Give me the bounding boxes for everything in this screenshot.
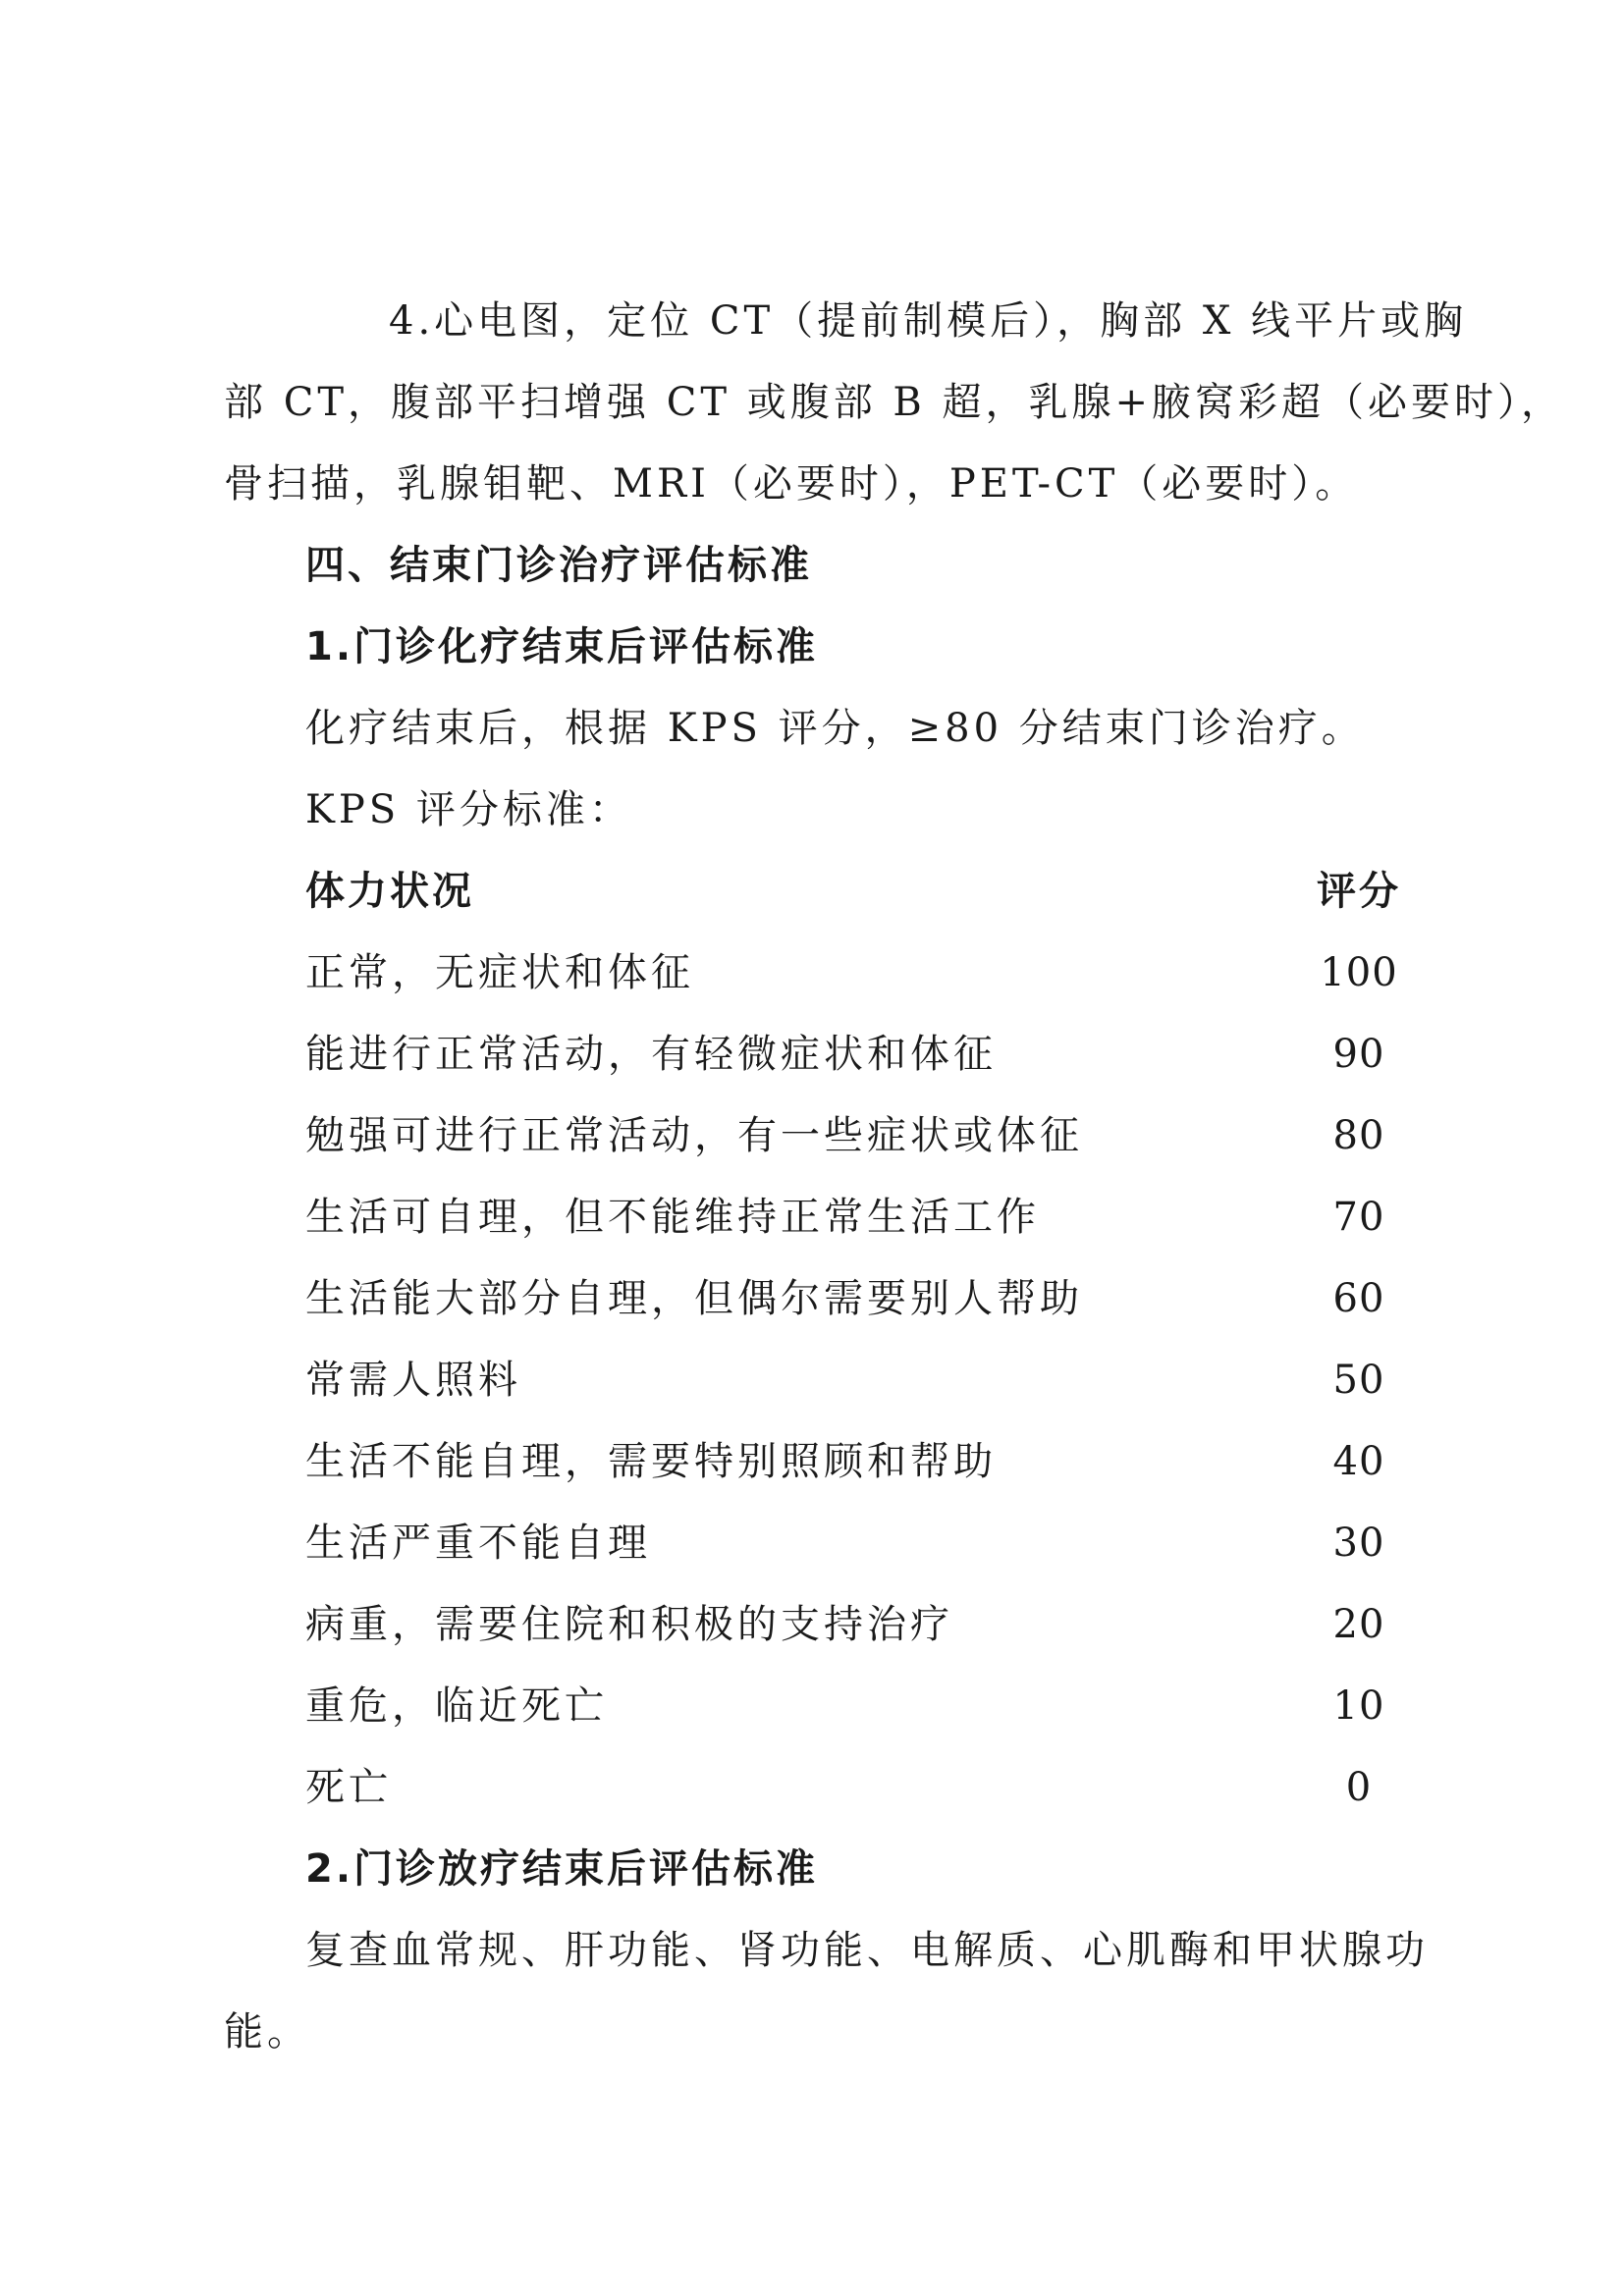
kps-row-condition: 正常，无症状和体征 <box>305 950 694 995</box>
kps-row-score: 60 <box>1332 1276 1385 1321</box>
section-4-heading: 四、结束门诊治疗评估标准 <box>305 543 812 588</box>
kps-row-score: 70 <box>1332 1195 1385 1240</box>
kps-row-condition: 死亡 <box>305 1765 392 1810</box>
kps-row-condition: 生活可自理，但不能维持正常生活工作 <box>305 1195 1040 1240</box>
kps-row-score: 100 <box>1320 950 1398 995</box>
kps-row-score: 20 <box>1332 1602 1385 1647</box>
kps-row-condition: 生活能大部分自理，但偶尔需要别人帮助 <box>305 1276 1083 1321</box>
kps-row-condition: 能进行正常活动，有轻微症状和体征 <box>305 1032 997 1077</box>
kps-header-condition: 体力状况 <box>305 869 474 914</box>
subsection-1-heading: 1.门诊化疗结束后评估标准 <box>305 624 819 669</box>
kps-row-condition: 生活严重不能自理 <box>305 1521 651 1566</box>
kps-row-score: 50 <box>1332 1358 1385 1403</box>
kps-row-score: 80 <box>1332 1113 1385 1158</box>
radio-criteria-line-1: 复查血常规、肝功能、肾功能、电解质、心肌酶和甲状腺功 <box>305 1928 1429 1973</box>
subsection-2-heading: 2.门诊放疗结束后评估标准 <box>305 1846 819 1892</box>
kps-row-condition: 常需人照料 <box>305 1358 521 1403</box>
kps-row-condition: 重危，临近死亡 <box>305 1683 608 1729</box>
radio-criteria-line-2: 能。 <box>224 2009 310 2055</box>
kps-row-score: 40 <box>1332 1439 1385 1484</box>
item4-line-3: 骨扫描，乳腺钼靶、MRI（必要时），PET-CT（必要时）。 <box>224 461 1359 507</box>
kps-row-score: 90 <box>1332 1032 1385 1077</box>
kps-header-score: 评分 <box>1317 869 1401 914</box>
kps-label: KPS 评分标准： <box>305 787 632 832</box>
kps-row-score: 0 <box>1345 1765 1373 1810</box>
kps-row-score: 10 <box>1332 1683 1385 1729</box>
kps-row-condition: 生活不能自理，需要特别照顾和帮助 <box>305 1439 997 1484</box>
chemo-criteria-text: 化疗结束后，根据 KPS 评分，≥80 分结束门诊治疗。 <box>305 706 1365 751</box>
kps-row-condition: 病重，需要住院和积极的支持治疗 <box>305 1602 953 1647</box>
item4-line-2: 部 CT，腹部平扫增强 CT 或腹部 B 超，乳腺+腋窝彩超（必要时）， <box>224 380 1565 425</box>
kps-row-condition: 勉强可进行正常活动，有一些症状或体征 <box>305 1113 1083 1158</box>
kps-row-score: 30 <box>1332 1521 1385 1566</box>
item4-line-1: 4.心电图，定位 CT（提前制模后），胸部 X 线平片或胸 <box>389 298 1468 344</box>
